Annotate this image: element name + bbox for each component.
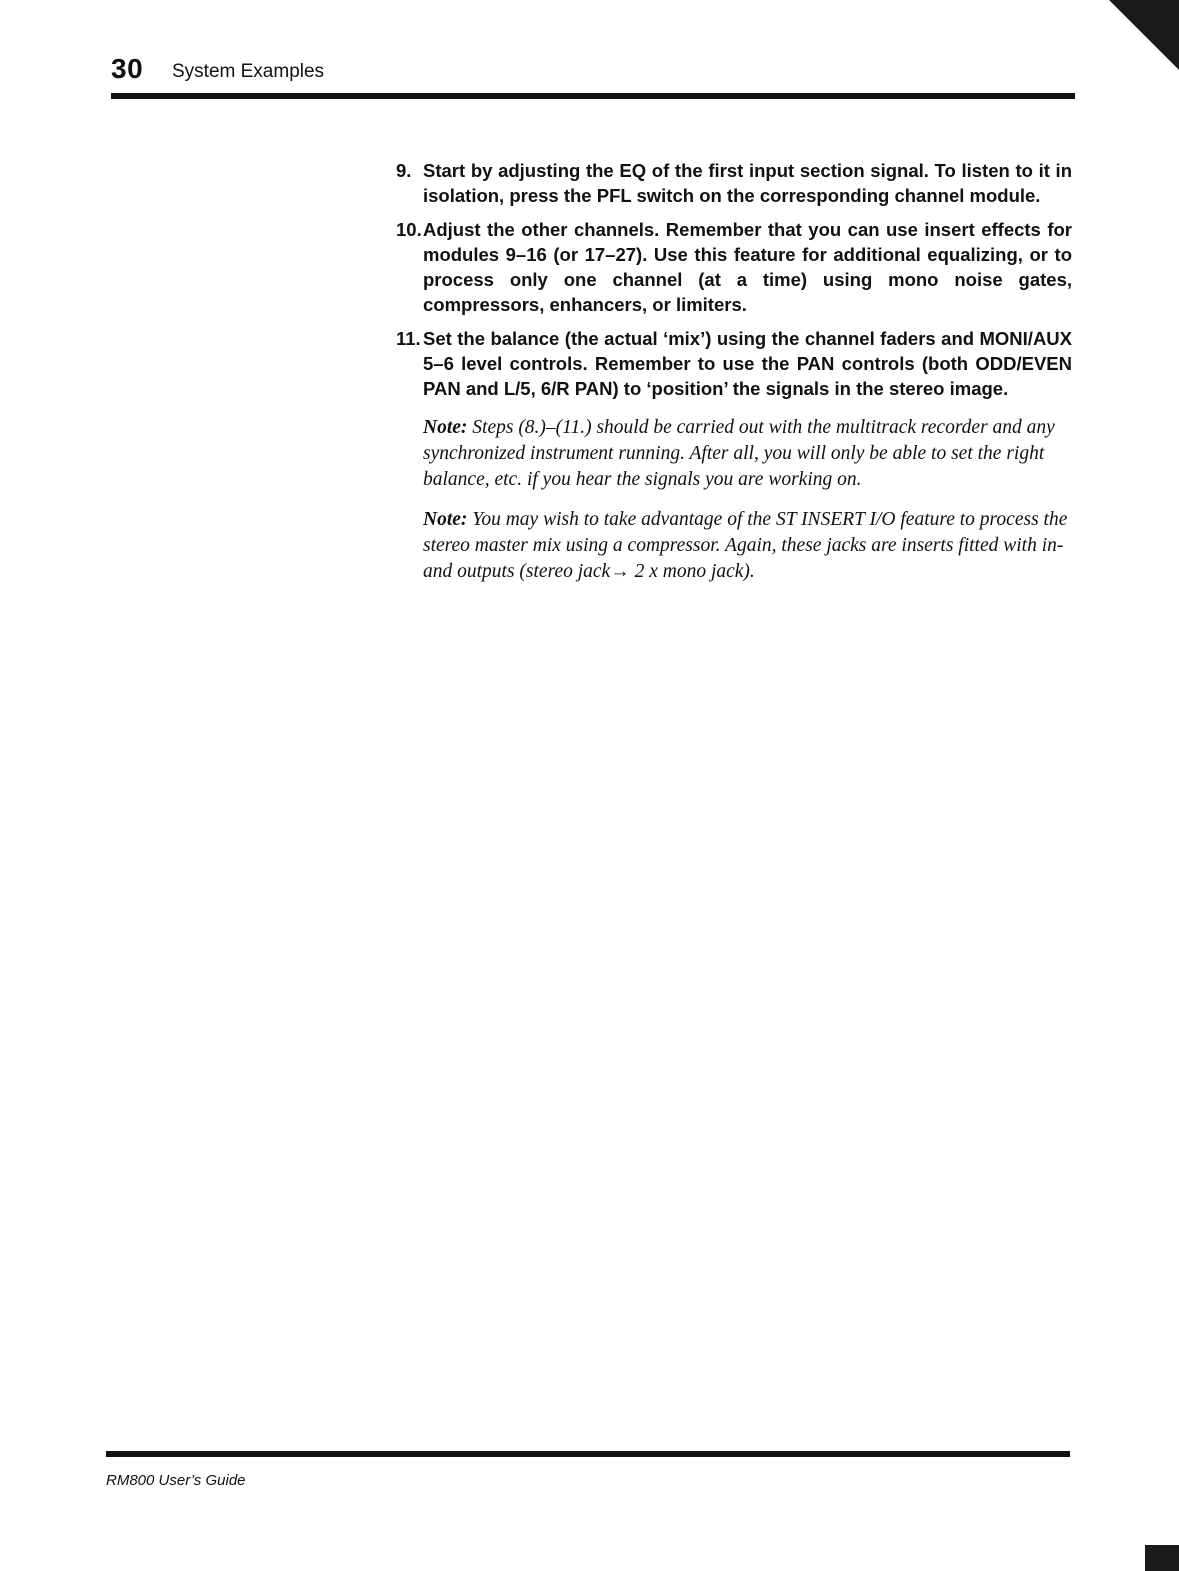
section-title: System Examples — [172, 61, 325, 82]
page-content — [396, 158, 1072, 585]
step-item — [396, 326, 1072, 401]
step-number: 11. — [396, 328, 421, 349]
scan-edge-mark — [1109, 0, 1179, 70]
step-number: 9. — [396, 160, 412, 181]
footer-guide-title: RM800 User’s Guide — [106, 1472, 246, 1489]
scan-corner-mark — [1145, 1545, 1179, 1571]
footer-rule — [106, 1451, 1070, 1457]
step-item — [396, 158, 1072, 208]
note-text: You may wish to take advantage of the ST INSERT I/O feature to process the stereo master mix using a compressor. Again, these jacks are inserts fitted with in- and outputs (stereo jack→ 2 x mono jack). — [423, 509, 1068, 582]
note-paragraph — [396, 415, 1072, 493]
note-text: Steps (8.)–(11.) should be carried out with the multitrack recorder and any synchronized instrument running. After all, you will only be able to set the right balance, etc. if you hear the signals you are working on. — [423, 417, 1055, 490]
note-label: Note: — [423, 417, 468, 438]
page-number: 30 — [111, 53, 144, 84]
step-text: Adjust the other channels. Remember that you can use insert effects for modules 9–16 (or 17–27). Use this feature for additional equalizing, or to process only one channel (at a time) using mono noise gates, compressors, enhancers, or limiters. — [423, 219, 1072, 315]
step-text: Start by adjusting the EQ of the first input section signal. To listen to it in isolation, press the PFL switch on the corresponding channel module. — [423, 160, 1072, 206]
note-label: Note: — [423, 509, 468, 530]
page-header — [111, 52, 1075, 92]
note-paragraph — [396, 507, 1072, 585]
header-rule — [111, 93, 1075, 99]
step-number: 10. — [396, 219, 422, 240]
step-item — [396, 217, 1072, 317]
step-text: Set the balance (the actual ‘mix’) using the channel faders and MONI/AUX 5–6 level controls. Remember to use the PAN controls (both ODD/EVEN PAN and L/5, 6/R PAN) to ‘position’ the signals in the stereo image. — [423, 328, 1072, 399]
